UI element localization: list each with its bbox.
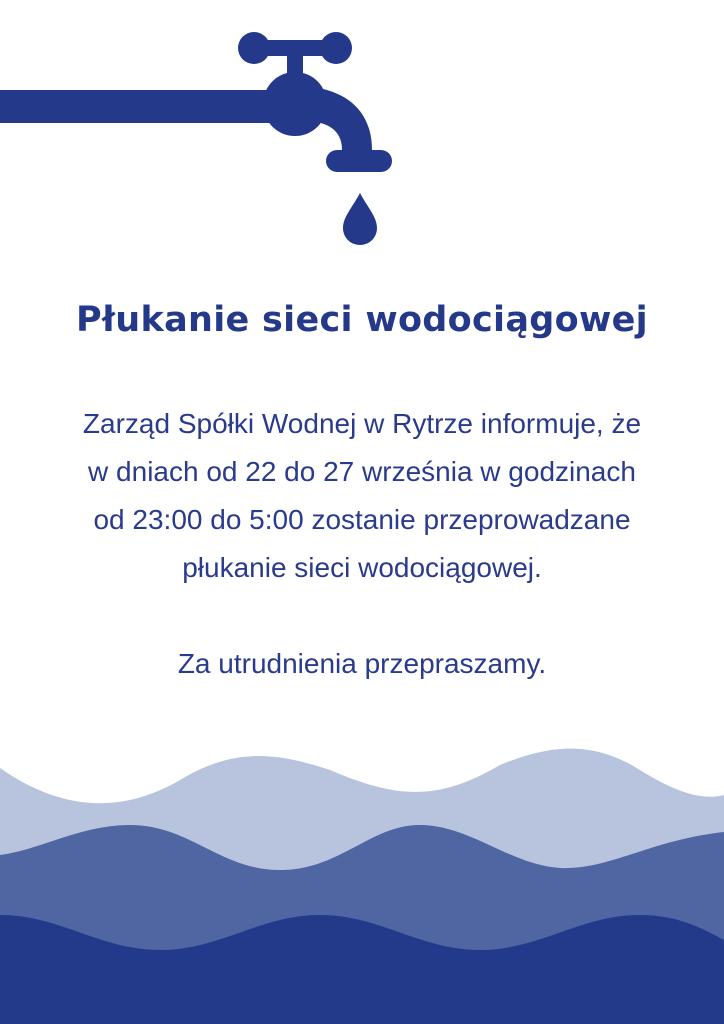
message-line-4: płukanie sieci wodociągowej. bbox=[182, 552, 542, 583]
water-tap-icon bbox=[0, 0, 724, 260]
tap-handle-right bbox=[320, 32, 352, 64]
page-title: Płukanie sieci wodociągowej bbox=[76, 300, 648, 340]
tap-nozzle bbox=[326, 150, 392, 172]
message-line-1: Zarząd Spółki Wodnej w Rytrze informuje, że bbox=[82, 408, 642, 439]
message-line-2: w dniach od 22 do 27 września w godzinach bbox=[88, 456, 636, 487]
tap-pipe bbox=[0, 90, 300, 123]
tap-handle-left bbox=[238, 32, 270, 64]
water-drop-icon bbox=[343, 193, 377, 245]
apology-line: Za utrudnienia przepraszamy. bbox=[177, 648, 547, 679]
announcement-text bbox=[20, 400, 704, 688]
waves-decoration bbox=[0, 740, 724, 1024]
message-line-3: od 23:00 do 5:00 zostanie przeprowadzane bbox=[93, 504, 631, 535]
